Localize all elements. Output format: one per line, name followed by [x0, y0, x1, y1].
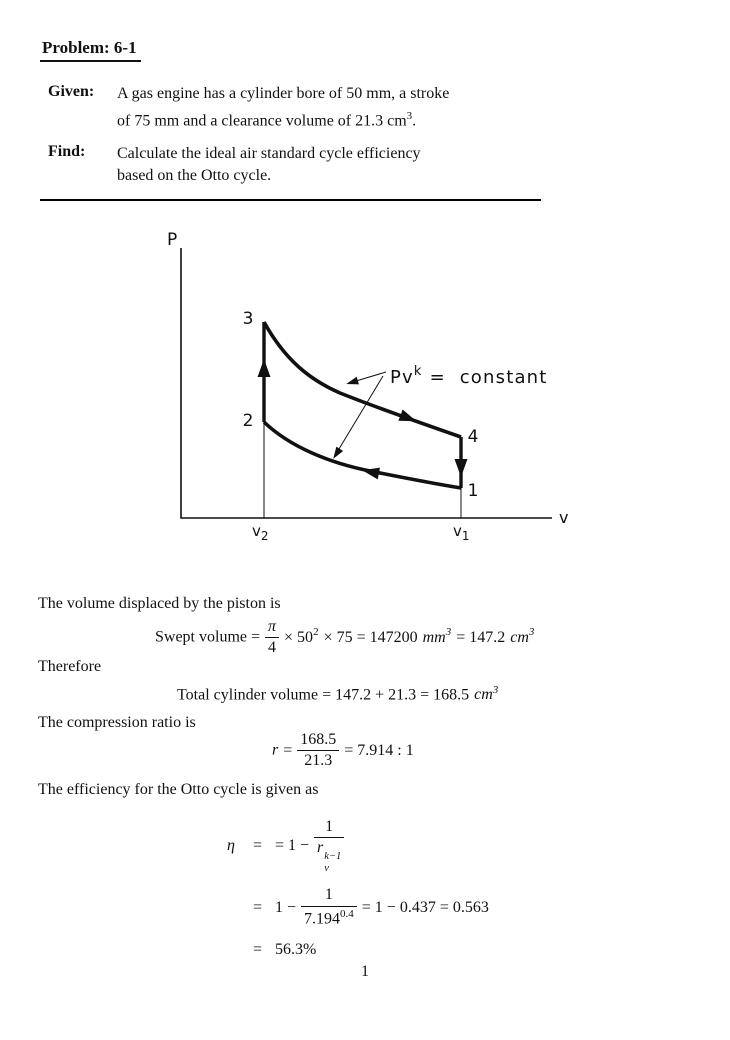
state-3-label: 3 [242, 309, 254, 329]
given-line-1: A gas engine has a cylinder bore of 50 mm, a stroke [117, 85, 450, 102]
find-text [117, 143, 421, 187]
page-number: 1 [361, 963, 369, 980]
arrow-left-icon [361, 464, 380, 479]
eq-swept-term-1: × 50 [284, 628, 314, 646]
fraction-1-over-7194: $\frac{1}{7.194^{0.4}}$ [301, 886, 357, 928]
v2-label: $v_2$ [252, 522, 269, 543]
equation-compression-ratio [272, 731, 414, 771]
v-axis-label: v [559, 508, 569, 527]
eq-swept-term-3: = 147.2 [456, 628, 506, 646]
given-text [117, 83, 449, 132]
isentropic-equation-label: $Pv^k$ = constant [390, 364, 548, 388]
v1-label: $v_1$ [453, 522, 470, 543]
fraction-1-over-rv: 1 r k−1 v [314, 818, 344, 874]
p-axis-label: P [167, 230, 178, 250]
find-label: Find: [48, 143, 86, 160]
eta-row1-pre: = 1 − [275, 837, 310, 855]
eta-row2-rhs: = 1 − 0.437 = 0.563 [361, 898, 489, 916]
equation-total-volume [177, 684, 498, 704]
state-2-label: 2 [242, 411, 254, 431]
paragraph-compression-ratio-intro: The compression ratio is [38, 714, 196, 731]
fraction-168-over-21: $\frac{168.5}{21.3}$ [297, 731, 339, 771]
find-line-2: based on the Otto cycle. [117, 167, 272, 184]
rv-scripts [324, 851, 341, 874]
eq-total-unit-cm: cm [474, 686, 493, 704]
arrow-down-icon [455, 459, 468, 477]
eta-symbol: η [227, 837, 235, 855]
given-line-2: of 75 mm and a clearance volume of 21.3 $cm^3$. [117, 110, 417, 130]
eta-row1-equals: = [253, 837, 263, 855]
eta-row2-content [275, 886, 489, 928]
eq-swept-lhs: Swept volume = [155, 628, 261, 646]
eta-row2-equals: = [253, 898, 263, 916]
given-block [48, 83, 449, 132]
eta-row1-content [275, 818, 489, 874]
eq-total-unit-cm-sup: 3 [492, 684, 499, 696]
rv-base: r [317, 839, 324, 857]
eq-swept-unit-mm-sup: 3 [445, 626, 452, 639]
eq-swept-unit-mm: mm [422, 628, 446, 646]
eta-symbol-cell [227, 837, 253, 855]
compression-curve-1-2 [264, 422, 461, 488]
eta-row3-value: 56.3% [275, 940, 317, 958]
equation-swept-volume [155, 618, 534, 658]
eq-ratio-equals: = [283, 741, 293, 759]
problem-title: Problem: 6-1 [40, 38, 141, 62]
find-block [48, 143, 421, 187]
given-superscript: 3 [406, 110, 413, 122]
pointer-line-lower [339, 376, 383, 449]
equation-efficiency-block [227, 818, 489, 959]
eq-swept-term-2: × 75 = 147200 [323, 628, 418, 646]
paragraph-therefore: Therefore [38, 658, 102, 675]
given-label: Given: [48, 83, 95, 100]
pv-diagram [140, 225, 580, 555]
eta-row3-equals: = [253, 940, 263, 958]
eq-swept-exponent-1: 2 [313, 626, 319, 639]
fraction-pi-over-4: $\frac{\pi}{4}$ [265, 618, 279, 658]
paragraph-efficiency-intro: The efficiency for the Otto cycle is given as [38, 781, 319, 798]
arrow-right-icon [398, 410, 418, 427]
section-divider [40, 199, 541, 201]
arrow-up-icon [258, 359, 271, 377]
state-1-label: 1 [467, 481, 479, 501]
rv-subscript: v [324, 862, 329, 874]
eq-total-text: Total cylinder volume = 147.2 + 21.3 = 168.5 [177, 686, 470, 704]
find-line-1: Calculate the ideal air standard cycle efficiency [117, 145, 421, 162]
eq-ratio-rhs: = 7.914 : 1 [344, 741, 414, 759]
eq-swept-unit-cm-sup: 3 [528, 626, 535, 639]
paragraph-swept-volume-intro: The volume displaced by the piston is [38, 595, 281, 612]
den-7194: 7.194 [304, 910, 341, 928]
rv-superscript: k−1 [324, 851, 342, 863]
problem-title-wrap [40, 38, 141, 62]
pointer-line-upper [356, 372, 386, 381]
eta-row2-pre: 1 − [275, 898, 297, 916]
state-4-label: 4 [467, 427, 479, 447]
den-7194-exponent: 0.4 [340, 907, 354, 920]
eq-ratio-lhs: r [272, 741, 279, 759]
eq-swept-unit-cm: cm [510, 628, 529, 646]
pointer-arrow-upper-icon [345, 377, 359, 388]
